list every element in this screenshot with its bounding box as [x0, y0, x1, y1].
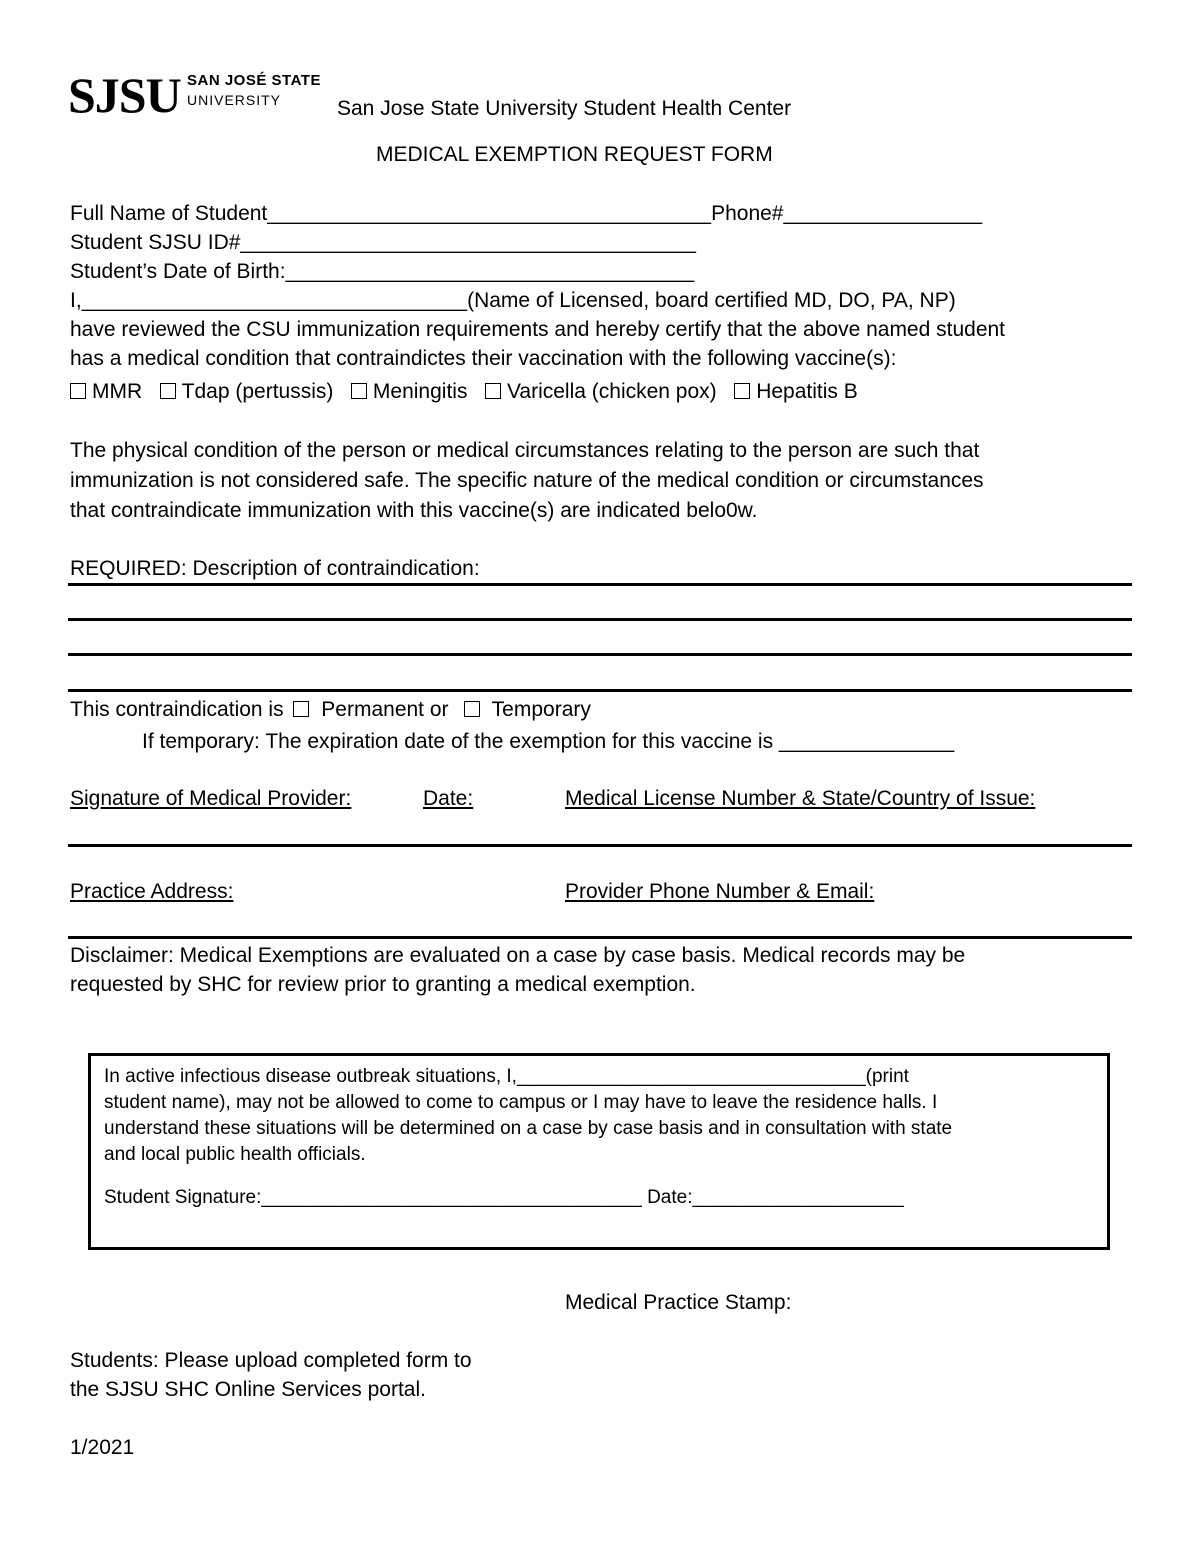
outbreak-line-1[interactable]: In active infectious disease outbreak situations, I,_________________________________(print	[104, 1066, 909, 1087]
required-description-label: REQUIRED: Description of contraindication:	[70, 557, 480, 580]
outbreak-line-2: student name), may not be allowed to come to campus or I may have to leave the residence halls. I	[104, 1092, 938, 1113]
checkbox-icon[interactable]	[351, 383, 367, 399]
vaccine-option-meningitis[interactable]: Meningitis	[351, 380, 468, 403]
vaccine-option-tdap[interactable]: Tdap (pertussis)	[160, 380, 334, 403]
form-title: MEDICAL EXEMPTION REQUEST FORM	[376, 143, 773, 166]
certification-line-1: have reviewed the CSU immunization requirements and hereby certify that the above named student	[70, 318, 1006, 341]
provider-name-field[interactable]: I,_________________________________(Name of Licensed, board certified MD, DO, PA, NP)	[70, 289, 956, 312]
outbreak-line-3: understand these situations will be determined on a case by case basis and in consultation with state	[104, 1118, 953, 1139]
logo-university-line2: UNIVERSITY	[187, 92, 282, 108]
student-signature-field[interactable]: Student Signature:____________________________________ Date:____________________	[104, 1187, 904, 1208]
medical-practice-stamp-label: Medical Practice Stamp:	[565, 1291, 792, 1314]
vaccine-option-mmr[interactable]: MMR	[70, 380, 142, 403]
statement-line-1: The physical condition of the person or medical circumstances relating to the person are such that	[70, 439, 980, 462]
sjsu-logo-mark: SJSU	[68, 67, 181, 123]
dob-field[interactable]: Student’s Date of Birth:___________________________________	[70, 260, 695, 283]
revision-date: 1/2021	[70, 1436, 135, 1459]
statement-line-2: immunization is not considered safe. The specific nature of the medical condition or circumstances	[70, 469, 984, 492]
temporary-checkbox[interactable]	[464, 701, 480, 717]
checkbox-icon[interactable]	[485, 383, 501, 399]
logo-university-line1: SAN JOSÉ STATE	[187, 72, 321, 89]
provider-signature-line[interactable]	[68, 844, 1132, 847]
provider-date-label: Date:	[423, 787, 474, 810]
upload-note-line-1: Students: Please upload completed form to	[70, 1349, 472, 1372]
vaccine-option-hepatitis-b[interactable]: Hepatitis B	[734, 380, 858, 403]
upload-note-line-2: the SJSU SHC Online Services portal.	[70, 1378, 426, 1401]
description-line-3[interactable]	[68, 653, 1132, 656]
disclaimer-line-2: requested by SHC for review prior to granting a medical exemption.	[70, 973, 696, 996]
permanent-checkbox[interactable]	[293, 701, 309, 717]
expiration-date-field[interactable]: If temporary: The expiration date of the exemption for this vaccine is _______________	[142, 730, 955, 753]
disclaimer-line-1: Disclaimer: Medical Exemptions are evaluated on a case by case basis. Medical records may be	[70, 944, 966, 967]
checkbox-icon[interactable]	[70, 383, 86, 399]
statement-line-3: that contraindicate immunization with this vaccine(s) are indicated belo0w.	[70, 499, 758, 522]
vaccine-checkbox-list	[70, 379, 858, 405]
vaccine-option-varicella[interactable]: Varicella (chicken pox)	[485, 380, 717, 403]
provider-phone-email-label: Provider Phone Number & Email:	[565, 880, 875, 903]
license-number-label: Medical License Number & State/Country of Issue:	[565, 787, 1036, 810]
provider-signature-label: Signature of Medical Provider:	[70, 787, 352, 810]
description-line-1[interactable]	[68, 583, 1132, 586]
checkbox-icon[interactable]	[734, 383, 750, 399]
contraindication-type-row: This contraindication is Permanent or Temporary	[70, 698, 591, 721]
description-line-4[interactable]	[68, 689, 1132, 692]
practice-address-line[interactable]	[68, 936, 1132, 939]
outbreak-line-4: and local public health officials.	[104, 1144, 366, 1165]
certification-line-2: has a medical condition that contraindictes their vaccination with the following vaccine(s):	[70, 347, 897, 370]
health-center-name: San Jose State University Student Health Center	[337, 97, 792, 120]
description-line-2[interactable]	[68, 618, 1132, 621]
checkbox-icon[interactable]	[160, 383, 176, 399]
full-name-field[interactable]: Full Name of Student______________________________________Phone#_________________	[70, 202, 983, 225]
sjsu-id-field[interactable]: Student SJSU ID#_______________________________________	[70, 231, 696, 254]
practice-address-label: Practice Address:	[70, 880, 234, 903]
